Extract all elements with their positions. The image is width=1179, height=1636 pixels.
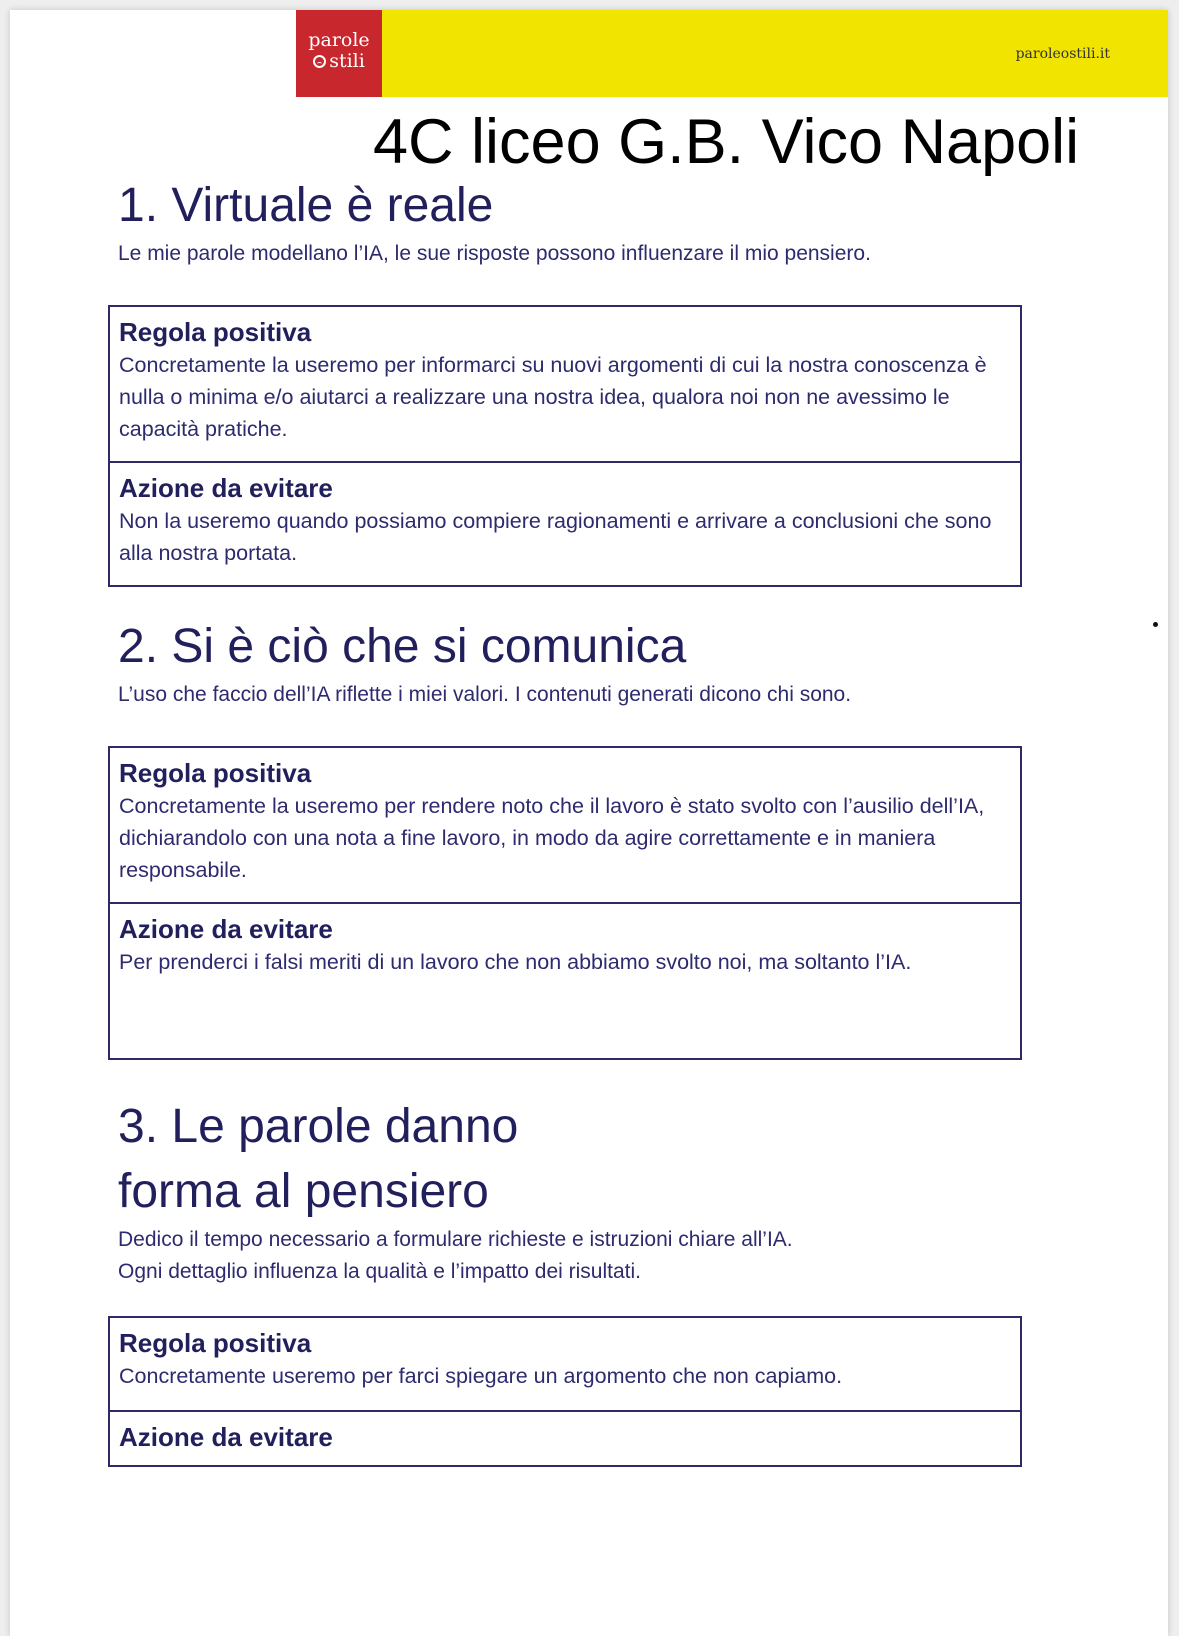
section-3-rules-box [108, 1316, 1022, 1467]
avoid-rule [110, 1410, 1020, 1454]
positive-rule [110, 1318, 1020, 1410]
avoid-rule-text: Non la useremo quando possiamo compiere ragionamenti e arrivare a conclusioni che sono alla nostra portata. [119, 509, 992, 565]
positive-rule-text: Concretamente la useremo per rendere noto che il lavoro è stato svolto con l’ausilio dell’IA, dichiarandolo con una nota a fine lavoro, in modo da agire correttamente e in maniera responsabile. [119, 794, 985, 882]
avoid-rule [110, 461, 1020, 569]
positive-rule-label: Regola positiva [119, 317, 312, 347]
positive-rule [110, 748, 1020, 902]
section-2-title: 2. Si è ciò che si comunica [118, 620, 687, 673]
section-3-title-line1: 3. Le parole danno [118, 1100, 519, 1153]
avoid-rule [110, 902, 1020, 978]
section-1-rules-box [108, 305, 1022, 587]
section-2-subtitle: L’uso che faccio dell’IA riflette i miei valori. I contenuti generati dicono chi sono. [118, 683, 852, 706]
positive-rule [110, 307, 1020, 461]
section-3-title-line2: forma al pensiero [118, 1165, 489, 1218]
stray-dot [1153, 622, 1158, 627]
section-2-rules-box [108, 746, 1022, 1060]
section-1-title: 1. Virtuale è reale [118, 179, 494, 232]
avoid-rule-label: Azione da evitare [119, 914, 333, 944]
header-banner [382, 10, 1168, 97]
section-1-subtitle: Le mie parole modellano l’IA, le sue risposte possono influenzare il mio pensiero. [118, 242, 871, 265]
avoid-rule-text: Per prenderci i falsi meriti di un lavoro che non abbiamo svolto noi, ma soltanto l’IA. [119, 950, 912, 974]
avoid-rule-label: Azione da evitare [119, 1422, 333, 1452]
section-3-subtitle-line1: Dedico il tempo necessario a formulare richieste e istruzioni chiare all’IA. [118, 1228, 793, 1251]
site-url: paroleostili.it [1015, 46, 1110, 62]
section-3-subtitle-line2: Ogni dettaglio influenza la qualità e l’impatto dei risultati. [118, 1260, 641, 1283]
parole-ostili-logo [296, 10, 382, 97]
logo-line1: parole [308, 29, 370, 51]
positive-rule-label: Regola positiva [119, 1328, 312, 1358]
logo-line2: stili [329, 50, 365, 72]
positive-rule-text: Concretamente la useremo per informarci su nuovi argomenti di cui la nostra conoscenza è nulla o minima e/o aiutarci a realizzare una nostra idea, qualora noi non ne avessimo le capacità pratiche. [119, 353, 987, 441]
avoid-rule-label: Azione da evitare [119, 473, 333, 503]
positive-rule-text: Concretamente useremo per farci spiegare un argomento che non capiamo. [119, 1364, 843, 1388]
sad-face-icon [313, 55, 326, 68]
positive-rule-label: Regola positiva [119, 758, 312, 788]
class-title: 4C liceo G.B. Vico Napoli [373, 107, 1080, 177]
document-page [10, 10, 1168, 1636]
